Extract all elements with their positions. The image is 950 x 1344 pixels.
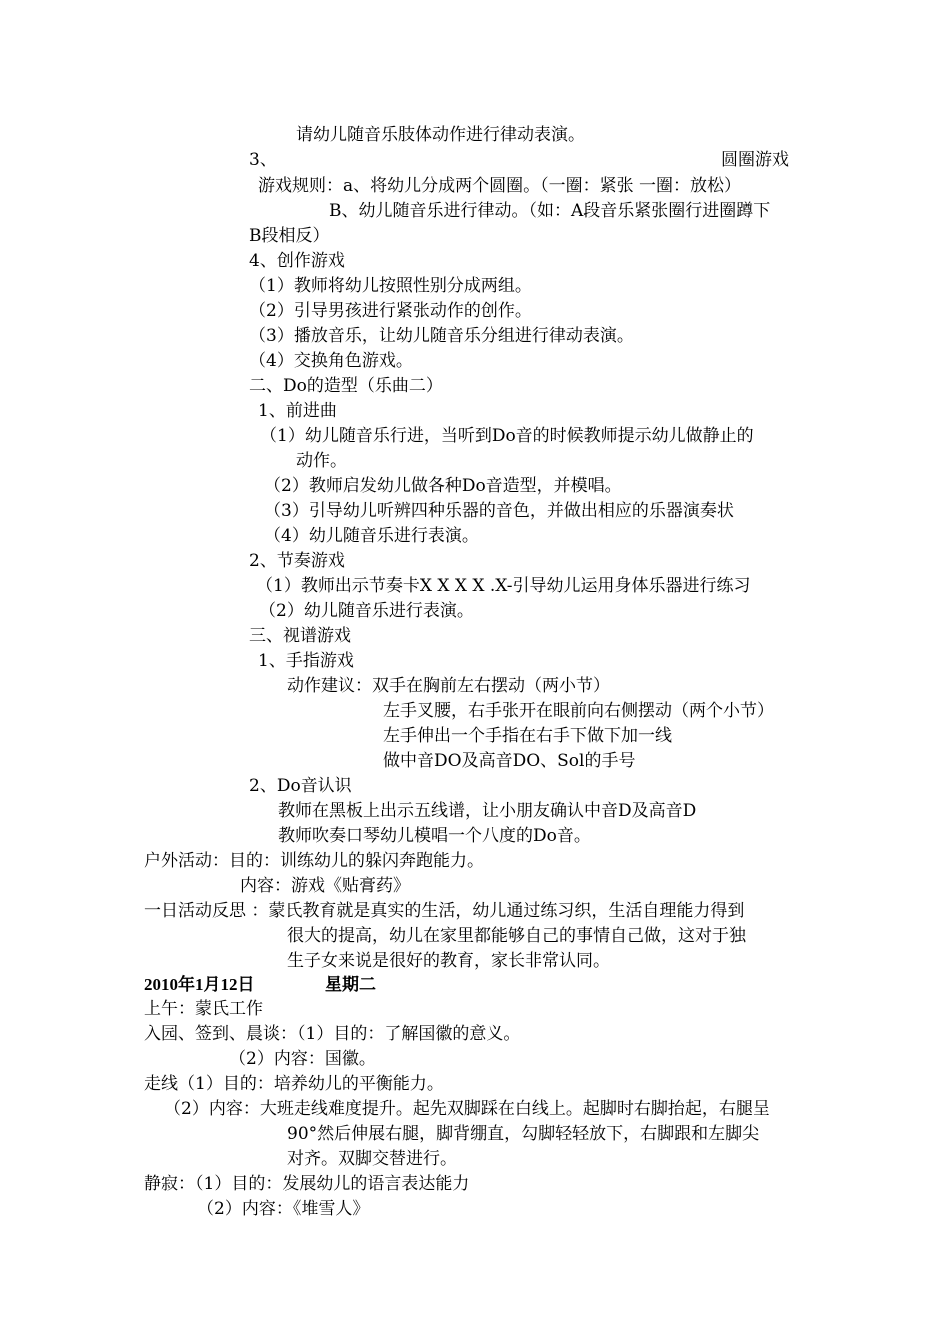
- text-line: （3）播放音乐，让幼儿随音乐分组进行律动表演。: [249, 326, 634, 346]
- text-line: 左手伸出一个手指在右手下做下加一线: [383, 726, 672, 746]
- text-line: （1）教师将幼儿按照性别分成两组。: [249, 276, 532, 296]
- text-line: （2）幼儿随音乐进行表演。: [259, 601, 474, 621]
- text-line: 一日活动反思 ：蒙氏教育就是真实的生活，幼儿通过练习织，生活自理能力得到: [144, 901, 745, 921]
- text-line: （2）引导男孩进行紧张动作的创作。: [249, 301, 532, 321]
- text-line: 内容：游戏《贴膏药》: [240, 876, 410, 896]
- section-heading: 1、手指游戏: [258, 651, 354, 671]
- section-heading: 圆圈游戏: [721, 150, 789, 170]
- section-heading: 2、Do音认识: [249, 776, 352, 796]
- text-line: 90°然后伸展右腿，脚背绷直，勾脚轻轻放下，右脚跟和左脚尖: [287, 1124, 760, 1144]
- text-line: （1）幼儿随音乐行进，当听到Do音的时候教师提示幼儿做静止的: [260, 426, 754, 446]
- text-line: 左手叉腰，右手张开在眼前向右侧摆动（两个小节）: [383, 701, 774, 721]
- section-heading: 二、Do的造型（乐曲二）: [249, 376, 443, 396]
- text-line: 静寂：（1）目的：发展幼儿的语言表达能力: [144, 1174, 470, 1194]
- text-line: 走线（1）目的：培养幼儿的平衡能力。: [144, 1074, 444, 1094]
- text-line: （4）幼儿随音乐进行表演。: [264, 526, 479, 546]
- text-line: 游戏规则：a、将幼儿分成两个圆圈。（一圈：紧张 一圈：放松）: [258, 176, 742, 196]
- text-line: （1）教师出示节奏卡X X X X .X-引导幼儿运用身体乐器进行练习: [256, 576, 751, 596]
- text-line: （4）交换角色游戏。: [249, 351, 413, 371]
- text-line: 动作。: [296, 451, 347, 471]
- section-heading: 三、视谱游戏: [249, 626, 351, 646]
- text-line: 户外活动：目的：训练幼儿的躲闪奔跑能力。: [144, 851, 484, 871]
- text-line: 动作建议：双手在胸前左右摆动（两小节）: [287, 676, 610, 696]
- text-line: 请幼儿随音乐肢体动作进行律动表演。: [296, 125, 585, 145]
- weekday-heading: 星期二: [325, 975, 376, 994]
- text-line: 生子女来说是很好的教育，家长非常认同。: [287, 951, 610, 971]
- text-line: 做中音DO及高音DO、Sol的手号: [383, 751, 636, 771]
- text-line: B、幼儿随音乐进行律动。（如：A段音乐紧张圈行进圈蹲下: [329, 201, 771, 221]
- date-heading: 2010年1月12日: [144, 975, 255, 994]
- text-line: 入园、签到、晨谈：（1）目的：了解国徽的意义。: [144, 1024, 521, 1044]
- text-line: （2）内容：《堆雪人》: [197, 1199, 370, 1219]
- text-line: （3）引导幼儿听辨四种乐器的音色，并做出相应的乐器演奏状: [264, 501, 734, 521]
- text-line: （2）内容：国徽。: [229, 1049, 376, 1069]
- section-heading: 4、创作游戏: [249, 251, 345, 271]
- section-heading: 2、节奏游戏: [249, 551, 345, 571]
- text-line: （2）内容：大班走线难度提升。起先双脚踩在白线上。起脚时右脚抬起，右腿呈: [164, 1099, 770, 1119]
- text-line: 很大的提高，幼儿在家里都能够自己的事情自己做，这对于独: [287, 926, 746, 946]
- text-line: 对齐。双脚交替进行。: [287, 1149, 457, 1169]
- text-line: 教师在黑板上出示五线谱，让小朋友确认中音D及高音D: [278, 801, 697, 821]
- item-number: 3、: [249, 150, 277, 170]
- text-line: 上午：蒙氏工作: [144, 999, 263, 1019]
- text-line: （2）教师启发幼儿做各种Do音造型，并模唱。: [264, 476, 622, 496]
- section-heading: 1、前进曲: [258, 401, 337, 421]
- text-line: 教师吹奏口琴幼儿模唱一个八度的Do音。: [278, 826, 591, 846]
- text-line: B段相反）: [249, 226, 330, 246]
